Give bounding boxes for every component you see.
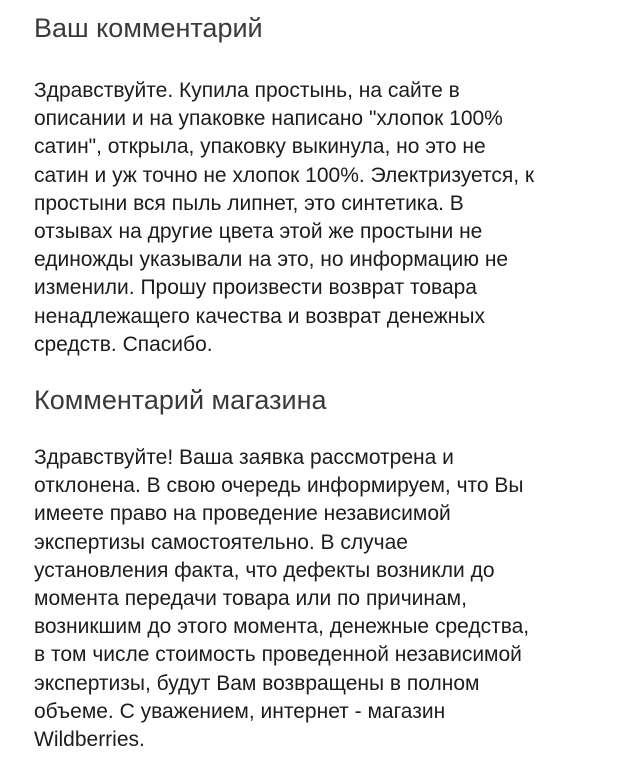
store-comment-line: экспертизы самостоятельно. В случае [34,530,408,554]
customer-comment-line: ненадлежащего качества и возврат денежных [34,304,485,328]
store-comment-line: отклонена. В свою очередь информируем, что Вы [34,474,524,498]
store-comment-text [34,444,614,754]
store-comment-line: имеете право на проведение независимой [34,502,451,526]
customer-comment-line: Здравствуйте. Купила простынь, на сайте в [34,79,460,102]
customer-comment-line: описании и на упаковке написано "хлопок 100% [34,107,503,131]
store-comment-line: момента передачи товара или по причинам, [34,587,467,611]
customer-comment-line: отзывах на другие цвета этой же простыни не [34,220,483,244]
store-comment-line: Здравствуйте! Ваша заявка рассмотрена и [34,446,454,469]
customer-comment-line: изменили. Прошу произвести возврат товара [34,276,477,300]
customer-comment-section [34,10,614,359]
store-comment-section [34,382,614,754]
customer-comment-line: сатин и уж точно не хлопок 100%. Электризуется, к [34,163,535,187]
customer-comment-line: единожды указывали на это, но информацию не [34,248,509,272]
customer-comment-text [34,77,614,359]
customer-comment-line: простыни вся пыль липнет, это синтетика. В [34,191,464,215]
store-comment-line: экспертизы, будут Вам возвращены в полном [34,671,480,695]
store-comment-title: Комментарий магазина [34,385,327,415]
customer-comment-title: Ваш комментарий [34,13,263,43]
store-comment-line: установления факта, что дефекты возникли до [34,558,495,582]
store-comment-line: возникшим до этого момента, денежные средства, [34,615,530,639]
customer-comment-line: средств. Спасибо. [34,332,213,356]
store-comment-line: Wildberries. [34,728,145,752]
customer-comment-line: сатин", открыла, упаковку выкинула, но это не [34,135,486,159]
store-comment-line: объеме. С уважением, интернет - магазин [34,699,446,723]
store-comment-line: в том числе стоимость проведенной независимой [34,643,522,667]
